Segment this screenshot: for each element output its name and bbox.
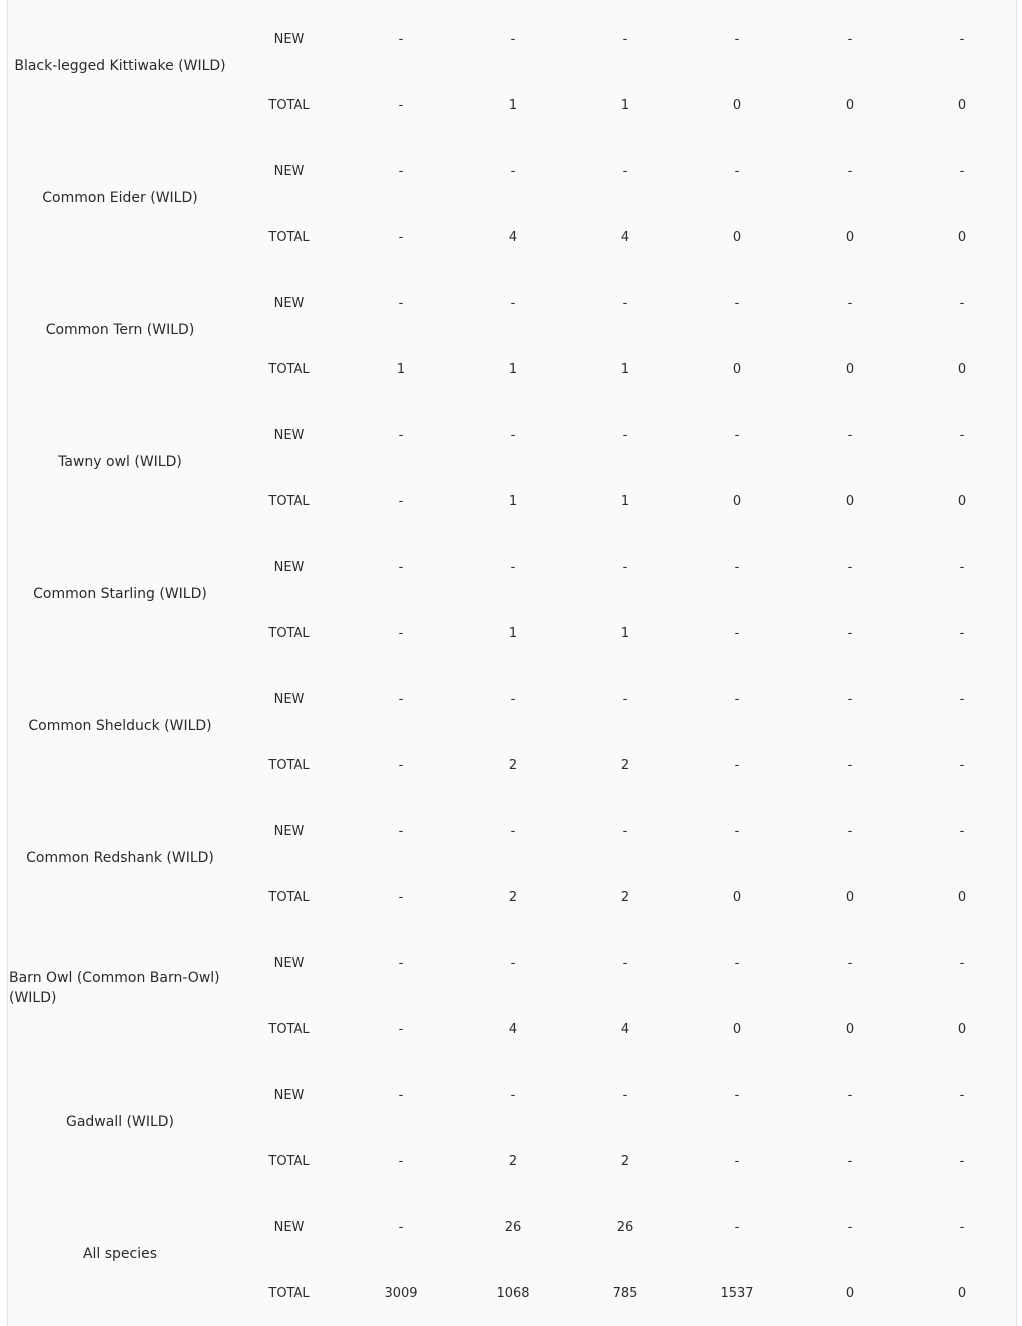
table-cell: - [510, 1088, 516, 1103]
species-group [8, 528, 1018, 660]
table-cell: - [734, 692, 740, 707]
table-cell: - [622, 296, 628, 311]
row-type-label: TOTAL [268, 1154, 310, 1169]
table-cell: - [510, 32, 516, 47]
table-cell: - [398, 1220, 404, 1235]
table-cell: 0 [845, 362, 855, 377]
table-cell: - [622, 32, 628, 47]
species-name: Common Eider (WILD) [42, 190, 198, 206]
table-cell: 0 [957, 1286, 967, 1301]
table-cell: - [959, 164, 965, 179]
table-cell: 0 [957, 230, 967, 245]
total-row [8, 1018, 1018, 1042]
table-cell: - [734, 428, 740, 443]
table-cell: - [398, 692, 404, 707]
table-cell: - [398, 956, 404, 971]
table-cell: - [398, 296, 404, 311]
species-group [8, 792, 1018, 924]
table-cell: 0 [732, 494, 742, 509]
table-cell: 2 [620, 1154, 630, 1169]
total-row [8, 622, 1018, 646]
row-type-label: TOTAL [268, 98, 310, 113]
table-cell: - [847, 296, 853, 311]
table-cell: - [622, 164, 628, 179]
table-cell: - [847, 824, 853, 839]
table-cell: - [847, 428, 853, 443]
table-cell: - [959, 560, 965, 575]
species-group [8, 396, 1018, 528]
row-type-label: TOTAL [268, 626, 310, 641]
species-group [8, 0, 1018, 132]
table-cell: - [510, 164, 516, 179]
table-cell: - [398, 494, 404, 509]
table-cell: - [510, 296, 516, 311]
species-group [8, 1188, 1018, 1320]
table-cell: - [510, 824, 516, 839]
table-cell: 1 [508, 626, 518, 641]
table-cell: 4 [508, 230, 518, 245]
table-cell: - [959, 692, 965, 707]
table-cell: - [734, 824, 740, 839]
table-cell: 2 [508, 758, 518, 773]
table-cell: - [734, 758, 740, 773]
species-table [7, 0, 1017, 1326]
table-cell: - [847, 758, 853, 773]
table-cell: - [398, 1022, 404, 1037]
table-cell: 785 [612, 1286, 638, 1301]
new-row [8, 1216, 1018, 1240]
table-cell: - [510, 428, 516, 443]
table-cell: - [959, 1220, 965, 1235]
table-cell: 0 [957, 494, 967, 509]
new-row [8, 1084, 1018, 1108]
table-cell: 1537 [720, 1286, 754, 1301]
table-cell: 1 [620, 98, 630, 113]
table-cell: - [847, 626, 853, 641]
row-type-label: NEW [273, 32, 305, 47]
table-cell: - [398, 1154, 404, 1169]
table-cell: - [398, 626, 404, 641]
table-cell: - [398, 32, 404, 47]
table-cell: - [734, 1220, 740, 1235]
table-cell: 1 [396, 362, 406, 377]
table-cell: - [847, 692, 853, 707]
species-group [8, 1056, 1018, 1188]
table-cell: 0 [732, 362, 742, 377]
species-name: Common Starling (WILD) [33, 586, 207, 602]
row-type-label: NEW [273, 560, 305, 575]
table-cell: - [734, 626, 740, 641]
table-cell: 26 [616, 1220, 634, 1235]
table-cell: - [959, 758, 965, 773]
total-row [8, 226, 1018, 250]
total-row [8, 1150, 1018, 1174]
row-type-label: TOTAL [268, 758, 310, 773]
row-type-label: TOTAL [268, 230, 310, 245]
table-cell: 1 [508, 494, 518, 509]
table-cell: 1 [508, 362, 518, 377]
table-cell: - [734, 560, 740, 575]
new-row [8, 820, 1018, 844]
table-cell: - [734, 956, 740, 971]
new-row [8, 28, 1018, 52]
table-cell: 4 [508, 1022, 518, 1037]
total-row [8, 490, 1018, 514]
table-cell: - [398, 1088, 404, 1103]
table-cell: 0 [845, 890, 855, 905]
table-cell: 1 [508, 98, 518, 113]
table-cell: - [510, 692, 516, 707]
row-type-label: TOTAL [268, 890, 310, 905]
species-group [8, 660, 1018, 792]
table-cell: - [622, 428, 628, 443]
table-cell: - [398, 758, 404, 773]
table-cell: - [398, 428, 404, 443]
table-cell: - [959, 956, 965, 971]
species-name: Common Redshank (WILD) [26, 850, 214, 866]
table-cell: - [622, 956, 628, 971]
species-group [8, 264, 1018, 396]
table-cell: 1 [620, 494, 630, 509]
species-name: Barn Owl (Common Barn-Owl) (WILD) [9, 970, 220, 1006]
table-cell: - [622, 560, 628, 575]
table-cell: 2 [508, 1154, 518, 1169]
total-row [8, 754, 1018, 778]
table-cell: - [959, 626, 965, 641]
species-name: Common Shelduck (WILD) [28, 718, 212, 734]
table-cell: - [398, 230, 404, 245]
table-cell: - [734, 296, 740, 311]
table-cell: 4 [620, 230, 630, 245]
table-cell: - [959, 1154, 965, 1169]
table-cell: - [398, 98, 404, 113]
species-name: Gadwall (WILD) [65, 1114, 175, 1130]
table-cell: 0 [732, 230, 742, 245]
new-row [8, 556, 1018, 580]
table-cell: - [734, 1154, 740, 1169]
table-cell: 0 [957, 890, 967, 905]
table-cell: 0 [845, 494, 855, 509]
table-cell: 0 [732, 1022, 742, 1037]
table-cell: 0 [845, 230, 855, 245]
row-type-label: TOTAL [268, 362, 310, 377]
table-cell: - [847, 1154, 853, 1169]
total-row [8, 1282, 1018, 1306]
table-cell: 1 [620, 626, 630, 641]
table-cell: 1068 [496, 1286, 530, 1301]
row-type-label: NEW [273, 956, 305, 971]
table-cell: 0 [957, 362, 967, 377]
table-cell: - [847, 560, 853, 575]
table-cell: - [847, 32, 853, 47]
row-type-label: NEW [273, 164, 305, 179]
table-cell: - [959, 296, 965, 311]
species-name: Tawny owl (WILD) [58, 454, 182, 470]
table-cell: 2 [620, 758, 630, 773]
table-cell: - [622, 1088, 628, 1103]
table-cell: - [622, 824, 628, 839]
row-type-label: NEW [273, 296, 305, 311]
table-cell: - [398, 560, 404, 575]
table-cell: - [847, 164, 853, 179]
table-cell: 0 [845, 98, 855, 113]
row-type-label: NEW [273, 692, 305, 707]
table-cell: 0 [957, 1022, 967, 1037]
table-cell: - [398, 164, 404, 179]
row-type-label: NEW [273, 824, 305, 839]
table-cell: 0 [732, 890, 742, 905]
species-group [8, 132, 1018, 264]
table-cell: - [959, 1088, 965, 1103]
table-cell: 26 [504, 1220, 522, 1235]
table-cell: 0 [845, 1286, 855, 1301]
total-row [8, 358, 1018, 382]
table-cell: - [510, 956, 516, 971]
row-type-label: NEW [273, 1088, 305, 1103]
table-cell: 4 [620, 1022, 630, 1037]
new-row [8, 688, 1018, 712]
row-type-label: NEW [273, 428, 305, 443]
table-cell: - [398, 890, 404, 905]
table-cell: - [847, 956, 853, 971]
species-name: Black-legged Kittiwake (WILD) [14, 58, 226, 74]
table-cell: 2 [620, 890, 630, 905]
table-cell: - [734, 32, 740, 47]
table-cell: 1 [620, 362, 630, 377]
new-row [8, 424, 1018, 448]
table-cell: - [398, 824, 404, 839]
table-cell: - [959, 428, 965, 443]
table-cell: - [734, 1088, 740, 1103]
table-cell: - [959, 824, 965, 839]
table-cell: - [510, 560, 516, 575]
new-row [8, 292, 1018, 316]
table-cell: 2 [508, 890, 518, 905]
row-type-label: TOTAL [268, 1022, 310, 1037]
new-row [8, 160, 1018, 184]
total-row [8, 94, 1018, 118]
row-type-label: NEW [273, 1220, 305, 1235]
total-row [8, 886, 1018, 910]
table-cell: - [847, 1220, 853, 1235]
row-type-label: TOTAL [268, 494, 310, 509]
table-cell: 3009 [384, 1286, 418, 1301]
row-type-label: TOTAL [268, 1286, 310, 1301]
table-cell: 0 [732, 98, 742, 113]
new-row [8, 952, 1018, 976]
table-cell: - [847, 1088, 853, 1103]
table-cell: 0 [957, 98, 967, 113]
table-cell: - [734, 164, 740, 179]
species-name: All species [82, 1246, 158, 1262]
table-cell: - [622, 692, 628, 707]
species-group [8, 924, 1018, 1056]
table-cell: 0 [845, 1022, 855, 1037]
species-name: Common Tern (WILD) [45, 322, 195, 338]
table-cell: - [959, 32, 965, 47]
